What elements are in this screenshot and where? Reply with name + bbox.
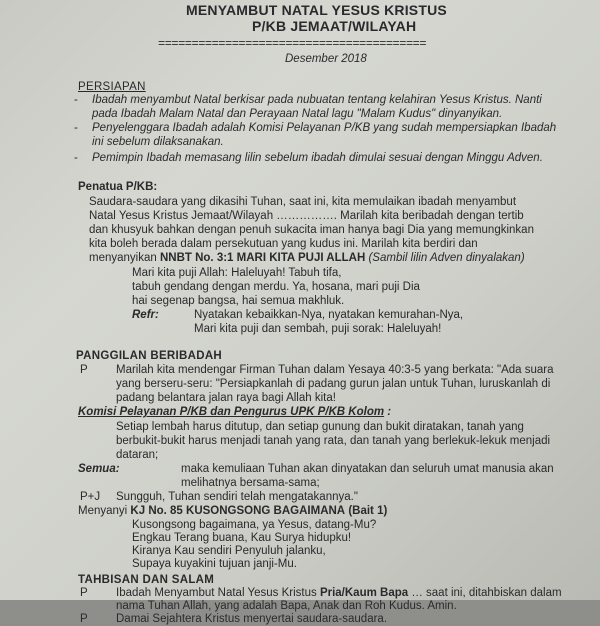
penatua-heading: Penatua P/KB:	[78, 181, 158, 193]
document-date: Desember 2018	[285, 53, 367, 65]
komisi-heading-text: Komisi Pelayanan P/KB dan Pengurus UPK P/KB Kolom	[78, 406, 385, 418]
tahbisan-line	[116, 586, 562, 600]
persiapan-line: ini sebelum dilaksanakan.	[92, 136, 224, 148]
tahbisan-prefix: Ibadah Menyambut Natal Yesus Kristus	[116, 587, 320, 599]
song-note: (Sambil lilin Adven dinyalakan)	[368, 252, 525, 264]
bullet-dash: -	[74, 94, 78, 106]
song-prefix: menyanyikan	[89, 252, 160, 264]
komisi-line: dataran;	[116, 449, 159, 461]
song-title-nnbt: NNBT No. 3:1 MARI KITA PUJI ALLAH	[159, 252, 366, 264]
penatua-line: Saudara-saudara yang dikasihi Tuhan, saat ini, kita memulaikan ibadah menyambut	[89, 196, 517, 208]
song-bait: (Bait 1)	[348, 505, 388, 517]
refrain-line: Mari kita puji dan sembah, puji sorak: Haleluyah!	[194, 323, 442, 335]
persiapan-line: pada Ibadah Malam Natal dan Perayaan Natal lagu "Malam Kudus" dinyanyikan.	[92, 108, 503, 120]
penatua-line: dan khusyuk bahkan dengan penuh sukacita iman hanya bagi Dia yang memungkinkan	[89, 224, 534, 236]
tahbisan-line: nama Tuhan Allah, yang adalah Bapa, Anak dan Roh Kudus. Amin.	[116, 600, 457, 612]
kj85-line: Engkau Terang buana, Kau Surya hidupku!	[132, 532, 352, 544]
bullet-dash: -	[74, 122, 78, 134]
song-verse-line: hai segenap bangsa, hai semua makhluk.	[132, 295, 345, 307]
bullet-dash: -	[74, 152, 78, 164]
section-heading-persiapan: PERSIAPAN	[78, 81, 146, 93]
semua-line: maka kemuliaan Tuhan akan dinyatakan dan seluruh umat manusia akan	[181, 463, 554, 475]
persiapan-line: Pemimpin Ibadah memasang lilin sebelum ibadah dimulai sesuai dengan Minggu Adven.	[92, 152, 543, 164]
section-heading-panggilan: PANGGILAN BERIBADAH	[76, 350, 223, 362]
penatua-song-line	[89, 251, 525, 265]
song-title-kj85: KJ No. 85 KUSONGSONG BAGAIMANA	[130, 505, 346, 517]
panggilan-line: padang belantara jalan raya bagi Allah kita!	[116, 392, 336, 404]
document-subtitle: P/KB JEMAAT/WILAYAH	[252, 18, 417, 34]
document-title: MENYAMBUT NATAL YESUS KRISTUS	[186, 2, 447, 18]
speaker-label-p: P	[80, 587, 88, 599]
section-heading-tahbisan: TAHBISAN DAN SALAM	[78, 574, 215, 586]
tahbisan-line: Damai Sejahtera Kristus menyertai saudara-saudara.	[116, 613, 388, 625]
persiapan-line: Penyelenggara Ibadah adalah Komisi Pelayanan P/KB yang sudah mempersiapkan Ibadah	[92, 122, 557, 134]
panggilan-line: yang berseru-seru: "Persiapkanlah di padang gurun jalan untuk Tuhan, luruskanlah di	[116, 378, 551, 390]
kj85-prefix: Menyanyi	[78, 505, 131, 517]
refrain-label: Refr:	[132, 309, 159, 321]
komisi-heading	[78, 405, 391, 419]
speaker-label-p: P	[80, 613, 88, 625]
kj85-line: Supaya kuyakini tujuan janji-Mu.	[132, 558, 297, 570]
song-verse-line: Mari kita puji Allah: Haleluyah! Tabuh tifa,	[132, 267, 342, 279]
panggilan-line: Marilah kita mendengar Firman Tuhan dalam Yesaya 40:3-5 yang berkata: "Ada suara	[116, 364, 554, 376]
komisi-line: berbukit-bukit harus menjadi tanah yang rata, dan tanah yang berlekuk-lekuk menjadi	[116, 435, 551, 447]
kj85-heading	[78, 504, 387, 518]
speaker-label-pj: P+J	[80, 491, 101, 503]
penatua-line: Natal Yesus Kristus Jemaat/Wilayah ……………. Marilah kita beribadah dengan tertib	[89, 210, 524, 222]
speaker-label-semua: Semua:	[78, 463, 120, 475]
refrain-line: Nyatakan kebaikkan-Nya, nyatakan kemurahan-Nya,	[194, 309, 464, 321]
komisi-line: Setiap lembah harus ditutup, dan setiap gunung dan bukit diratakan, tanah yang	[116, 421, 524, 433]
tahbisan-rest: … saat ini, ditahbiskan dalam	[408, 587, 562, 599]
komisi-colon: :	[387, 406, 392, 418]
title-separator: ========================================	[158, 37, 427, 51]
tahbisan-bold: Pria/Kaum Bapa	[319, 587, 409, 599]
kj85-line: Kusongsong bagaimana, ya Yesus, datang-Mu?	[132, 519, 377, 531]
persiapan-line: Ibadah menyambut Natal berkisar pada nubuatan tentang kelahiran Yesus Kristus. Nanti	[92, 94, 542, 106]
kj85-line: Kiranya Kau sendiri Penyuluh jalanku,	[132, 545, 326, 557]
pj-line: Sungguh, Tuhan sendiri telah mengatakannya."	[116, 491, 358, 503]
speaker-label-p: P	[80, 364, 88, 376]
semua-line: melihatnya bersama-sama;	[181, 477, 320, 489]
penatua-line: kita boleh berada dalam persekutuan yang kudus ini. Marilah kita berdiri dan	[89, 238, 478, 250]
song-verse-line: tabuh gendang dengan merdu. Ya, hosana, mari puji Dia	[132, 281, 420, 293]
